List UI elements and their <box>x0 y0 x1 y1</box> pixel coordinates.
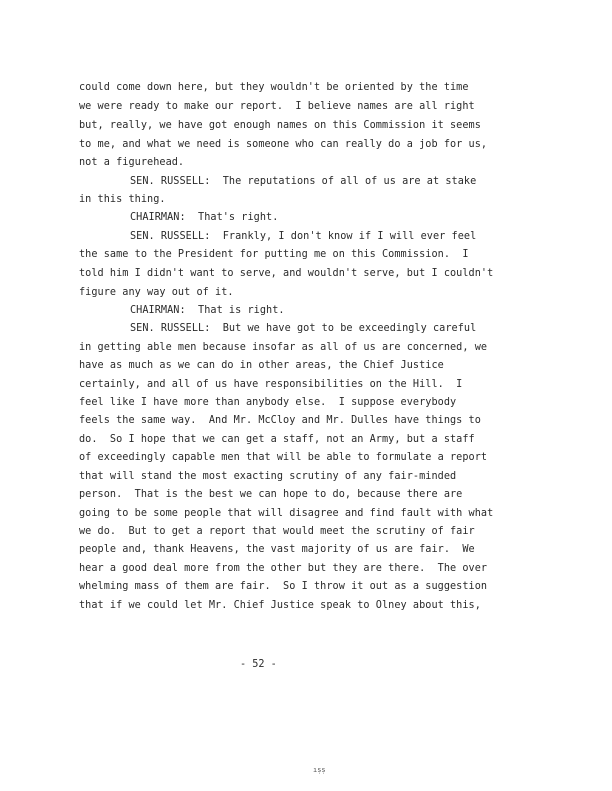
text-line: could come down here, but they wouldn't be oriented by the time <box>79 82 469 93</box>
text-line: SEN. RUSSELL: But we have got to be exceedingly careful <box>130 323 477 334</box>
text-line: SEN. RUSSELL: The reputations of all of us are at stake <box>130 176 477 187</box>
text-line: that will stand the most exacting scrutiny of any fair-minded <box>79 471 457 482</box>
text-line: figure any way out of it. <box>79 287 234 298</box>
text-line: whelming mass of them are fair. So I throw it out as a suggestion <box>79 581 488 592</box>
text-line: certainly, and all of us have responsibilities on the Hill. I <box>79 379 463 390</box>
text-line: we were ready to make our report. I believe names are all right <box>79 101 475 112</box>
text-line: do. So I hope that we can get a staff, not an Army, but a staff <box>79 434 475 445</box>
text-line: feels the same way. And Mr. McCloy and Mr. Dulles have things to <box>79 415 481 426</box>
text-line: the same to the President for putting me on this Commission. I <box>79 249 469 260</box>
text-line: CHAIRMAN: That's right. <box>130 212 279 223</box>
text-line: have as much as we can do in other areas, the Chief Justice <box>79 360 444 371</box>
text-line: feel like I have more than anybody else. I suppose everybody <box>79 397 457 408</box>
text-line: not a figurehead. <box>79 157 185 168</box>
text-line: hear a good deal more from the other but they are there. The over <box>79 563 488 574</box>
text-line: people and, thank Heavens, the vast majority of us are fair. We <box>79 544 475 555</box>
page-number: - 52 - <box>240 659 277 670</box>
text-line: SEN. RUSSELL: Frankly, I don't know if I will ever feel <box>130 231 477 242</box>
text-line: but, really, we have got enough names on this Commission it seems <box>79 120 481 131</box>
text-line: CHAIRMAN: That is right. <box>130 305 285 316</box>
text-line: in getting able men because insofar as all of us are concerned, we <box>79 342 488 353</box>
text-line: we do. But to get a report that would meet the scrutiny of fair <box>79 526 475 537</box>
text-line: of exceedingly capable men that will be able to formulate a report <box>79 452 488 463</box>
text-line: told him I didn't want to serve, and wouldn't serve, but I couldn't <box>79 268 494 279</box>
footer-mark: ıṣṣ <box>313 766 326 774</box>
text-line: to me, and what we need is someone who can really do a job for us, <box>79 139 488 150</box>
text-line: going to be some people that will disagree and find fault with what <box>79 508 494 519</box>
text-line: that if we could let Mr. Chief Justice speak to Olney about this, <box>79 600 481 611</box>
text-line: person. That is the best we can hope to do, because there are <box>79 489 463 500</box>
text-line: in this thing. <box>79 194 166 205</box>
